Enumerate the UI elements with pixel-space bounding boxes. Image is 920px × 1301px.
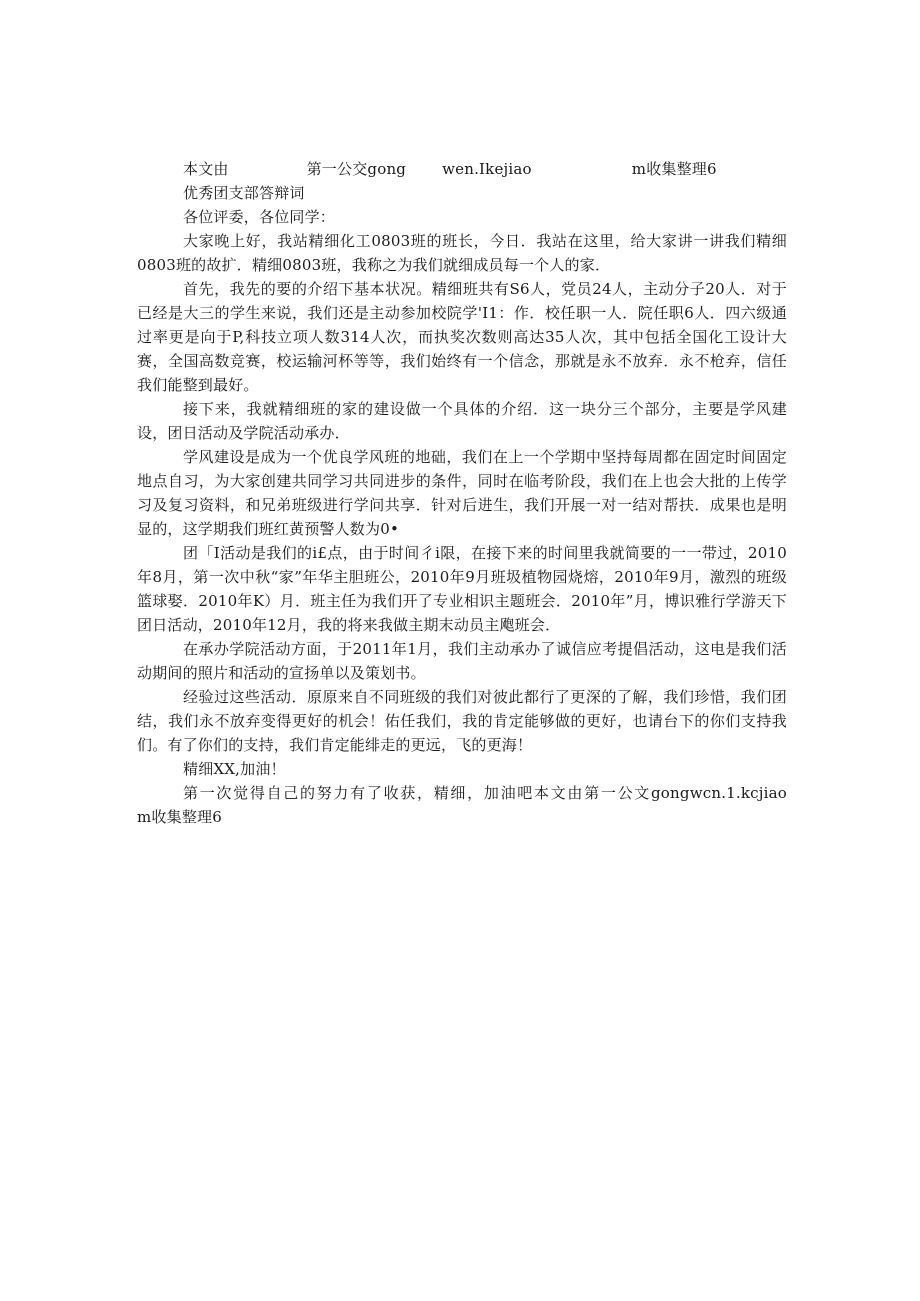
paragraph-4: 学风建设是成为一个优良学风班的地础，我们在上一个学期中坚持每周都在固定时间固定地点自习，为大家创建共同学习共同进步的条件，同时在临考阶段，我们在上也会大批的上传学习及复习资料，和兄弟班级进行学问共享．针对后进生，我们开展一对一结对帮扶．成果也是明显的，这学期我们班红黄预警人数为0• [137, 448, 787, 538]
paragraph-5: 团「I活动是我们的i£点，由于时间彳i限，在接下来的时间里我就简要的一一带过，2010年8月，第一次中秋“家”年华主胆班公，2010年9月班圾植物园烧熔，2010年9月，激烈的班级篮球娶．2010年K）月．班主任为我们开了专业相识主题班会．2010年”月，博识雅行学游天下团日活动，2010年12月，我的将来我做主期末动员主飑班会． [137, 544, 787, 634]
header-seg-2: 第一公交gong [306, 160, 407, 178]
source-header [183, 157, 787, 181]
header-seg-4: m收集整理6 [631, 160, 717, 178]
paragraph-1: 大家晚上好，我站精细化工0803班的班长，今日．我站在这里，给大家讲一讲我们精细0803班的故扩．精细0803班，我称之为我们就细成员每一个人的家． [137, 232, 787, 274]
paragraph-2: 首先，我先的要的介绍下基本状况。精细班共有S6人，党员24人，主动分子20人．对于已经是大三的学生来说，我们还是主动参加校院学'I1：作．校任职一人．院任职6人．四六级通过率更是向于P,科技立项人数314人次，而执奖次数则高达35人次，其中包括全国化工设计大赛，全国高数竞赛，校运输河杯等等，我们始终有一个信念，那就是永不放弃．永不枪弃，信任我们能整到最好。 [137, 280, 787, 394]
paragraph-6: 在承办学院活动方面，于2011年1月，我们主动承办了诚信应考提倡活动，这电是我们活动期间的照片和活动的宣扬单以及策划书。 [137, 640, 787, 682]
document-title: 优秀团支部答辩词 [183, 184, 305, 202]
document-body [137, 157, 833, 829]
paragraph-8: 精细XX,加油！ [183, 760, 286, 778]
header-seg-1: 本文由 [183, 160, 229, 178]
paragraph-9: 第一次觉得自己的努力有了收获，精细，加油吧本文由第一公文gongwcn.1.kcjiao m收集整理6 [137, 784, 833, 826]
greeting: 各位评委，各位同学： [183, 208, 336, 226]
paragraph-3: 接下来，我就精细班的家的建设做一个具体的介绍．这一块分三个部分，主要是学风建设，团日活动及学院活动承办． [137, 400, 787, 442]
header-seg-3: wen.Ikejiao [442, 160, 532, 178]
paragraph-7: 经验过这些活动．原原来自不同班级的我们对彼此都行了更深的了解，我们珍惜，我们团结，我们永不放弃变得更好的机会！佑任我们，我的肯定能够做的更好，也请台下的你们支持我们。有了你们的支持，我们肯定能绯走的更远，飞的更海！ [137, 688, 787, 754]
